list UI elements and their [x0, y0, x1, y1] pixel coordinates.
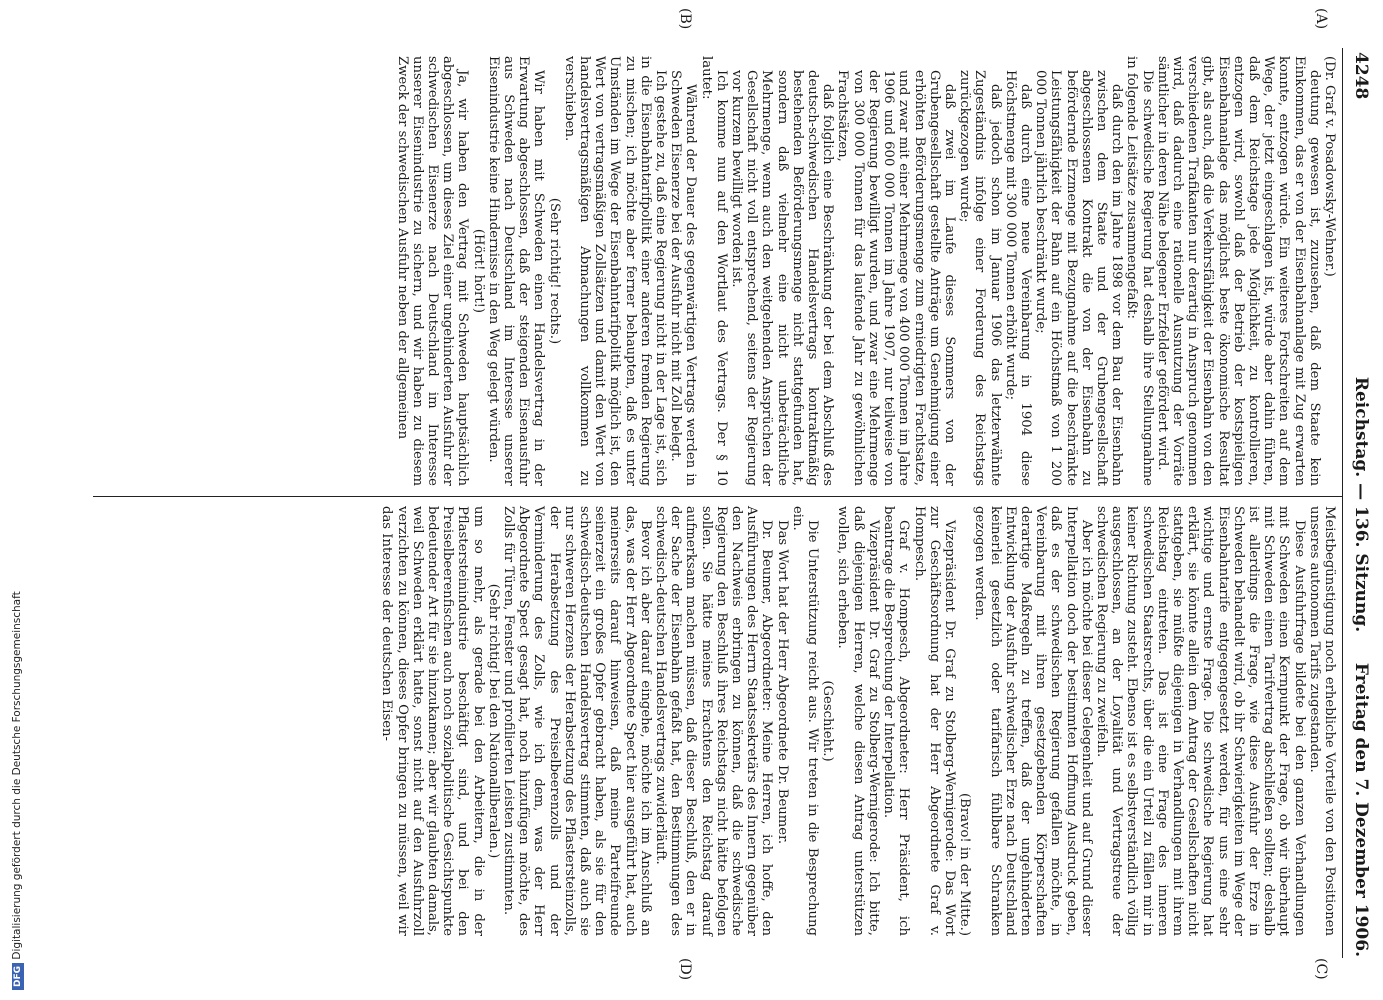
- interjection: (Geschieht.): [820, 680, 836, 762]
- speaker-reference: (Dr. Graf v. Posadowsky-Wehner.): [1322, 56, 1337, 277]
- quote-paragraph: Während der Dauer des gegenwärtigen Vertrags werden in Schweden Eisenerze bei der Ausfuhr nicht mit Zoll belegt.: [668, 70, 699, 486]
- interjection: (Hört! hört!): [470, 228, 486, 314]
- margin-mark-d: (D): [677, 958, 693, 981]
- quote-paragraph: daß durch den im Jahre 1898 vor dem Bau der Eisenbahn zwischen dem Staate und der Grubengesellschaft abgeschlossenen Kontrakt die von der Eisenbahn zu befördernde Erzmenge mit Bezugnahme auf die beschränkte Leistungsfähigkeit der Bahn auf ein Höchstmaß von 1 200 000 Tonnen jährlich beschränkt wurde;: [1033, 70, 1125, 486]
- interjection: (Bravo! in der Mitte.): [957, 793, 973, 936]
- paragraph: Meistbegünstigung noch erhebliche Vorteile von den Positionen unseres autonomen Tarifs zugestanden.: [1306, 506, 1337, 936]
- paragraph: Das Wort hat der Herr Abgeordnete Dr. Beumer.: [774, 520, 790, 845]
- paragraph: Vizepräsident Dr. Graf zu Stolberg-Wernigerode: Ich bitte, daß diejenigen Herren, welche diesen Antrag unterstützen wollen, sich erheben.: [835, 506, 881, 936]
- interjection: (Sehr richtig! rechts.): [546, 197, 562, 345]
- paragraph: Aber ich möchte bei dieser Gelegenheit und auf Grund dieser Interpellation doch der bestimmten Hoffnung Ausdruck geben, daß es der schwedischen Regierung gefallen möchte, in Vereinbarung mit ihren gesetzgebenden Körperschaften derartige Maßregeln zu treffen, daß der ungehinderten Entwicklung der Ausfuhr schwedischer Erze nach Deutschland keinerlei gesetzlich oder tarifarisch fühlbare Schranken gezogen werden.: [972, 506, 1094, 936]
- header-rule: [1342, 48, 1343, 958]
- digitization-credit: Digitalisierung gefördert durch die Deutsche Forschungsgemeinschaft: [11, 591, 23, 960]
- page-number: 4248: [1351, 52, 1371, 100]
- paragraph: Dr. Beumer, Abgeordneter: Meine Herren, ich hoffe, den Ausführungen des Herrn Staatssekretärs des Innern gegenüber den Nachweis erbringen zu können, daß die schwedische Regierung den Beschluß ihres Reichstags nicht hätte befolgen sollen. Sie hätte meines Erachtens den Reichstag darauf aufmerksam machen müssen, daß dieser Beschluß, den er in der Sache der Eisenbahn gefaßt hat, den Bestimmungen des schwedisch-deutschen Handelsvertrags zuwiderläuft.: [653, 506, 775, 936]
- left-column: [394, 56, 1337, 486]
- paragraph: Diese Ausfuhrfrage bildete bei den ganzen Verhandlungen mit Schweden einen Kernpunkt der Frage, ob wir überhaupt mit Schweden einen Tarifvertrag abschließen sollten; deshalb ist allerdings die Frage, wie diese Ausfuhr der Erze in Schweden behandelt wird, ob ihr Schwierigkeiten im Wege der Eisenbahntarife entgegengesetzt werden, für uns eine sehr wichtige und ernste Frage. Die schwedische Regierung hat erklärt, sie könnte allein dem Antrag der Gesellschaften nicht stattgeben, sie müßte diejenigen in Verhandlungen mit ihrem Reichstag eintreten. Das ist eine Frage des inneren schwedischen Staatsrechts, über die ein Urteil zu fällen mir in keiner Richtung zusteht. Ebenso ist es selbstverständlich völlig ausgeschlossen, an der Loyalität und Vertragstreue der schwedischen Regierung zu zweifeln.: [1093, 506, 1307, 936]
- paragraph: deutung gewesen ist, zuzusehen, daß dem Staate kein Einkommen, das er von der Eisenbahnanlage mit Zug erwarten konnte, entzogen würde. Ein weiteres Fortschreiten auf dem Wege, der jetzt eingeschlagen ist, würde aber dahin führen, daß dem Reichstage jede Möglichkeit, zu kontrollieren, entzogen wird, sowohl daß der Betrieb der kostspieligen Eisenbahnanlage das möglichst beste ökonomische Resultat gibt, als auch, daß die Verkehrsfähigkeit der Eisenbahn von den verschiedenen Trafikanten nur derartig in Anspruch genommen wird, daß dadurch eine rationelle Ausnutzung der Vorräte sämtlicher in deren Nähe belegener Erzfelder gefördert wird.: [1154, 56, 1322, 486]
- paragraph: Ich komme nun auf den Wortlaut des Vertrags. Der § 10 lautet:: [698, 56, 729, 486]
- margin-mark-c: (C): [1313, 958, 1329, 980]
- dfg-logo: DFG: [12, 963, 24, 990]
- paragraph: Ja, wir haben den Vertrag mit Schweden hauptsächlich abgeschlossen, um dieses Ziel einer ungehinderten Ausfuhr der schwedischen Eisenerze nach Deutschland im Interesse unserer Eisenindustrie zu sichern, und wir haben zu diesem Zweck der schwedischen Ausfuhr neben der allgemeinen: [394, 56, 471, 486]
- paragraph: Die Unterstützung reicht aus. Wir treten in die Besprechung ein.: [789, 506, 821, 936]
- right-column: [379, 506, 1337, 936]
- quote-paragraph: daß durch eine neue Vereinbarung in 1904 diese Höchstmenge mit 300 000 Tonnen erhöht wurde;: [1002, 70, 1033, 486]
- paragraph: Wir haben mit Schweden einen Handelsvertrag in der Erwartung abgeschlossen, daß der steigenden Eisenausfuhr aus Schweden nach Deutschland im Interesse unserer Eisenindustrie keine Hindernisse in den Weg gelegt würden.: [485, 56, 547, 486]
- session-date: Freitag den 7. Dezember 1906.: [1351, 662, 1371, 957]
- page-header: [1347, 52, 1371, 957]
- margin-mark-b: (B): [677, 8, 693, 30]
- paragraph: Ich gestehe zu, daß eine Regierung nicht in der Lage ist, sich in die Eisenbahntarifpolitik einer anderen fremden Regierung zu mischen; ich möchte aber ferner behaupten, daß es unter Umständen im Wege der Eisenbahntarifpolitik möglich ist, den Wert von vertragsmäßigen Zollsätzen und damit den Wert von handelsvertragsmäßigen Abmachungen vollkommen zu verschieben.: [561, 56, 669, 486]
- quote-paragraph: daß jedoch schon im Januar 1906 das letzterwähnte Zugeständnis infolge einer Forderung des Reichstags zurückgezogen wurde;: [957, 70, 1003, 486]
- quote-paragraph: daß zwei im Laufe dieses Sommers von der Grubengesellschaft gestellte Anträge um Genehmigung einer erhöhten Beförderungsmenge zum erniedrigten Frachtsatze, und zwar mit einer Mehrmenge von 400 000 Tonnen im Jahre 1906 und 600 000 Tonnen im Jahre 1907, nur teilweise von der Regierung bewilligt wurden, und zwar eine Mehrmenge von 300 000 Tonnen für das laufende Jahr zu gewöhnlichen Frachtsätzen,: [835, 70, 957, 486]
- paragraph: Vizepräsident Dr. Graf zu Stolberg-Wernigerode: Das Wort zur Geschäftsordnung hat der Herr Abgeordnete Graf v. Hompesch.: [911, 506, 957, 936]
- footer: [3, 0, 33, 1000]
- paragraph: Die schwedische Regierung hat deshalb ihre Stellungnahme in folgende Leitsätze zusammengefaßt:: [1124, 56, 1155, 486]
- quote-paragraph: daß folglich eine Beschränkung der bei dem Abschluß des deutsch-schwedischen Handelsvertrags kontraktmäßig bestehenden Beförderungsmenge nicht stattgefunden hat, sondern daß vielmehr eine nicht unbeträchtliche Mehrmenge, wenn auch den weitgehenden Ansprüchen der Gesellschaft nicht voll entsprechend, seitens der Regierung vor kurzem bewilligt worden ist.: [729, 70, 836, 486]
- paragraph: um so mehr, als gerade bei den Arbeitern, die in der Pflastersteinindustrie beschäftigt sind, und bei den Preiselbeerenfischen auch noch sozialpolitische Gesichtspunkte bedeutender Art für sie hinzukamen; aber wir glaubten damals, weil Schweden erklärt hatte, sonst nicht auf den Ausfuhrzoll verzichten zu können, dieses Opfer bringen zu müssen, weil wir das Interesse der deutschen Eisen-: [379, 506, 486, 936]
- paragraph: Bevor ich aber darauf eingehe, möchte ich im Anschluß an das, was der Herr Abgeordnete Spect hier ausgeführt hat, auch meinerseits darauf hinweisen, daß meine Parteifreunde seinerzeit ein großes Opfer gebracht haben, als sie für den schwedisch-deutschen Handelsvertrag stimmten, daß auch sie nur schweren Herzens der Herabsetzung des Pflastersteinzolls, der Herabsetzung des Preiselbeerenzolls und der Verminderung des Zolls, wie ich dem, was der Herr Abgeordnete Spect gesagt hat, noch hinzufügen möchte, des Zolls für Türen, Fenster und profilierten Leisten zustimmten.: [501, 506, 653, 936]
- page-title: Reichstag. — 136. Sitzung.: [1351, 376, 1371, 633]
- interjection: (Sehr richtig! bei den Nationalliberalen.): [485, 583, 501, 859]
- paragraph: Graf v. Hompesch, Abgeordneter: Herr Präsident, ich beantrage die Besprechung der Interpellation.: [881, 506, 912, 936]
- margin-mark-a: (A): [1313, 8, 1329, 30]
- column-rule: [93, 496, 1343, 497]
